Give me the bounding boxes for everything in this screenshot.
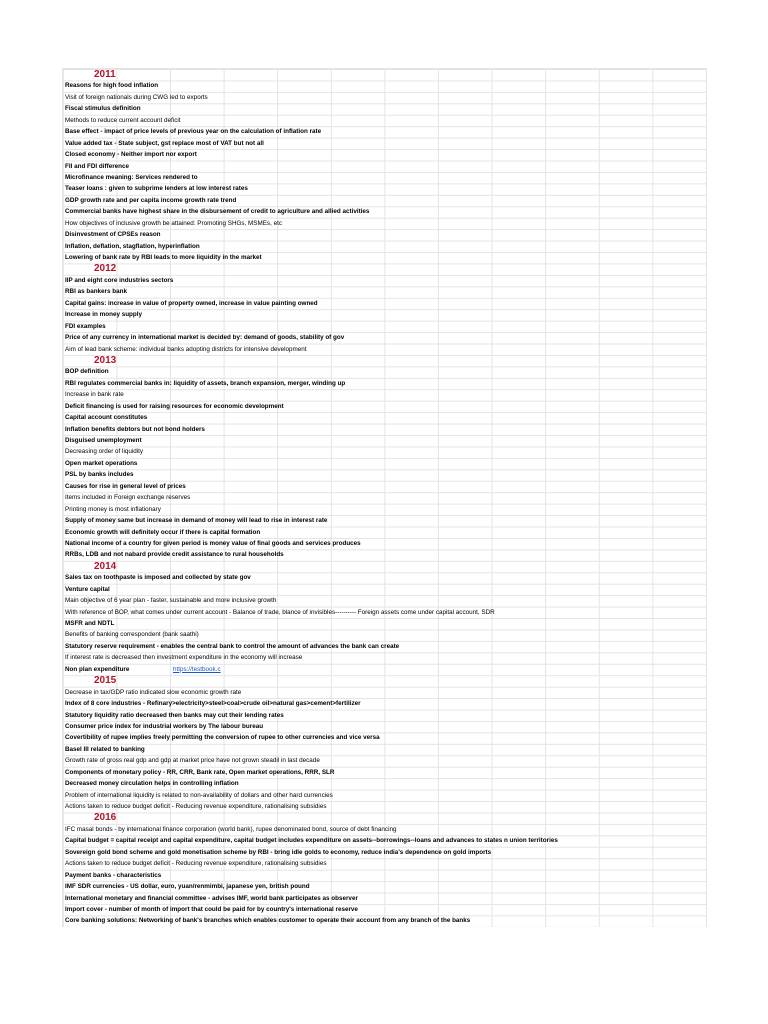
cell-text: Capital gains: increase in value of property owned, increase in value painting owned [65, 299, 318, 307]
list-item [63, 183, 706, 194]
list-item [63, 652, 706, 663]
list-item [63, 515, 706, 526]
list-item [63, 698, 706, 709]
list-item [63, 435, 706, 446]
year-heading [63, 355, 706, 366]
cell-text: Actions taken to reduce budget deficit - Reducing revenue expenditure, rationalising subsidies [65, 860, 327, 868]
cell-text: International monetary and financial committee - advises IMF, world bank participates as observer [65, 894, 358, 902]
cell-text: Aim of lead bank scheme: individual banks adopting districts for intensive development [65, 345, 307, 353]
list-item [63, 115, 706, 126]
cell-text: Venture capital [65, 585, 110, 593]
cell-text: Visit of foreign nationals during CWG led to exports [65, 93, 208, 101]
cell-text: Reasons for high food inflation [65, 82, 159, 90]
list-item [63, 904, 706, 915]
cell-text: Inflation, deflation, stagflation, hyperinflation [65, 242, 200, 250]
cell-text: Decrease in tax/GDP ratio indicated slow economic growth rate [65, 688, 242, 696]
cell-text: Capital budget = capital receipt and capital expenditure, capital budget includes expenditure on assets--borrowings--loans and advances to states n union territories [65, 837, 558, 845]
cell-text: 2011 [94, 69, 116, 80]
cell-text: Sales tax on toothpaste is imposed and collected by state gov [65, 574, 251, 582]
list-item [63, 835, 706, 846]
cell-text: Closed economy - Neither import nor export [65, 151, 197, 159]
list-item [63, 778, 706, 789]
cell-text: FDI examples [65, 322, 106, 330]
list-item [63, 252, 706, 263]
list-item [63, 744, 706, 755]
cell-text: 2016 [94, 812, 117, 824]
list-item [63, 424, 706, 435]
cell-text: National income of a country for given period is money value of final goods and services produces [65, 539, 361, 547]
list-item [63, 458, 706, 469]
cell-text: Actions taken to reduce budget deficit - Reducing revenue expenditure, rationalising subsidies [65, 803, 327, 810]
list-item [63, 92, 706, 103]
list-item [63, 687, 706, 698]
list-item [63, 767, 706, 778]
cell-text: Non plan expenditure [65, 665, 130, 673]
list-item [63, 893, 706, 904]
cell-text: Capital account constitutes [65, 414, 148, 422]
cell-text: Components of monetary policy - RR, CRR, Bank rate, Open market operations, RRR, SLR [65, 768, 335, 776]
list-item [63, 366, 706, 377]
cell-text: Price of any currency in international market is decided by: demand of goods, stability of gov [65, 334, 345, 342]
cell-text: Import cover - number of month of import that could be paid for by country's international reserve [65, 905, 358, 913]
cell-text: Basel III related to banking [65, 745, 145, 753]
list-item [63, 824, 706, 835]
cell-text: Inflation benefits debtors but not bond holders [65, 425, 205, 433]
cell-text: With reference of BOP, what comes under current account - Balance of trade, blance of invisibles---------- Foreign assets come under capital account, SDR [65, 608, 495, 616]
cell-text: Covertibility of rupee implies freely permitting the conversion of rupee to other currencies and vice versa [65, 734, 380, 742]
list-item [63, 618, 706, 629]
list-item [63, 309, 706, 320]
year-heading [63, 812, 706, 823]
list-item [63, 755, 706, 766]
list-item [63, 664, 706, 675]
list-item [63, 103, 706, 114]
cell-text: Payment banks - characteristics [65, 871, 162, 879]
cell-text: 2014 [94, 560, 117, 572]
cell-text: IFC masal bonds - by international finance corporation (world bank), rupee denominated bond, source of debt financing [65, 825, 397, 833]
list-item [63, 149, 706, 160]
list-item [63, 80, 706, 91]
list-item [63, 549, 706, 560]
cell-text: GDP growth rate and per capita income growth rate trend [65, 196, 237, 204]
list-item [63, 641, 706, 652]
year-heading [63, 263, 706, 274]
list-item [63, 446, 706, 457]
cell-text: Deficit financing is used for raising resources for economic development [65, 402, 284, 410]
cell-text: Sovereign gold bond scheme and gold monetisation scheme by RBI - bring idle golds to economy, reduce india's dependence on gold imports [65, 848, 492, 856]
cell-text: Value added tax - State subject, gst replace most of VAT but not all [65, 139, 264, 147]
cell-text: RBI regulates commercial banks in: liquidity of assets, branch expansion, merger, winding up [65, 379, 346, 387]
list-item [63, 412, 706, 423]
cell-text: If interest rate is decreased then investment expenditure in the economy will increase [65, 654, 303, 662]
cell-text: 2015 [94, 675, 117, 687]
cell-text: Economic growth will definitely occur if there is capital formation [65, 528, 261, 536]
cell-text: Methods to reduce current account deficit [65, 116, 181, 124]
cell-text: How objectives of inclusive growth be attained: Promoting SHGs, MSMEs, etc [65, 219, 282, 227]
cell-text: BOP definition [65, 368, 109, 376]
list-item [63, 881, 706, 892]
cell-text: Increase in bank rate [65, 391, 124, 399]
year-heading [63, 69, 706, 80]
cell-text: Open market operations [65, 459, 138, 467]
cell-text: Base effect - impact of price levels of previous year on the calculation of inflation rate [65, 128, 322, 136]
cell-text: Supply of money same but increase in demand of money will lead to rise in interest rate [65, 517, 328, 525]
list-item [63, 572, 706, 583]
list-item [63, 629, 706, 640]
cell-text: PSL by banks includes [65, 471, 134, 479]
list-item [63, 378, 706, 389]
cell-text: Decreasing order of liquidity [65, 448, 144, 456]
list-item [63, 161, 706, 172]
list-item [63, 332, 706, 343]
cell-text: Benefits of banking correspondent (bank saathi) [65, 631, 199, 639]
list-item [63, 126, 706, 137]
cell-text: Disguised unemployment [65, 437, 142, 444]
list-item [63, 401, 706, 412]
cell-text: Commercial banks have highest share in the disbursement of credit to agriculture and allied activities [65, 208, 370, 216]
spreadsheet-grid [62, 68, 707, 927]
cell-text: Problem of international liquidity is related to non-availability of dollars and other hard currencies [65, 791, 333, 799]
list-item [63, 847, 706, 858]
list-item [63, 389, 706, 400]
cell-text: Printing money is most inflationary [65, 505, 161, 513]
cell-text: Index of 8 core industries - Refinary>electricity>steel>coal>crude oil>natural gas>cement>fertilizer [65, 700, 361, 708]
list-item [63, 218, 706, 229]
list-item [63, 858, 706, 869]
cell-text: MSFR and NDTL [65, 620, 115, 627]
list-item [63, 492, 706, 503]
list-item [63, 801, 706, 812]
cell-text: Growth rate of gross real gdp and gdp at market price have not grown steadil in last decade [65, 757, 320, 765]
cell-text: IMF SDR currencies - US dollar, euro, yuan/renmimbi, japanese yen, british pound [65, 883, 310, 891]
year-heading [63, 675, 706, 686]
hyperlink[interactable]: https://testbook.c [173, 665, 221, 673]
list-item [63, 229, 706, 240]
list-item [63, 138, 706, 149]
list-item [63, 732, 706, 743]
cell-text: Microfinance meaning: Services rendered to [65, 173, 198, 181]
list-item [63, 469, 706, 480]
year-heading [63, 561, 706, 572]
cell-text: Teaser loans : given to subprime lenders at low interest rates [65, 185, 248, 193]
cell-text: RBI as bankers bank [65, 288, 127, 296]
cell-text: Increase in money supply [65, 311, 142, 319]
cell-text: 2013 [94, 354, 117, 366]
cell-text: Core banking solutions: Networking of bank's branches which enables customer to operate their account from any branch of the banks [65, 917, 471, 925]
list-item [63, 275, 706, 286]
cell-text: IIP and eight core industries sectors [65, 276, 174, 284]
list-item [63, 298, 706, 309]
list-item [63, 915, 706, 926]
list-item [63, 721, 706, 732]
cell-text: Disinvestment of CPSEs reason [65, 231, 161, 239]
list-item [63, 504, 706, 515]
list-item [63, 206, 706, 217]
cell-text: Causes for rise in general level of prices [65, 482, 186, 490]
cell-text: Main objective of 6 year plan - faster, sustainable and more inclusive growth [65, 597, 277, 605]
list-item [63, 584, 706, 595]
cell-text: RRBs, LDB and not nabard provide credit assistance to rural households [65, 551, 284, 559]
cell-text: Statutory reserve requirement - enables the central bank to control the amount of advances the bank can create [65, 642, 400, 650]
cell-text: 2012 [94, 263, 117, 275]
list-item [63, 607, 706, 618]
list-item [63, 172, 706, 183]
list-item [63, 527, 706, 538]
list-item [63, 286, 706, 297]
list-item [63, 344, 706, 355]
list-item [63, 790, 706, 801]
cell-text: Fiscal stimulus definition [65, 105, 141, 113]
list-item [63, 595, 706, 606]
cell-text: Statutory liquidity ratio decreased then banks may cut their lending rates [65, 711, 284, 719]
list-item [63, 241, 706, 252]
list-item [63, 481, 706, 492]
cell-text: Decreased money circulation helps in controlling inflation [65, 780, 239, 788]
cell-text: Consumer price index for industrial workers by The labour bureau [65, 722, 264, 730]
cell-text: Lowering of bank rate by RBI leads to more liquidity in the market [65, 254, 262, 261]
cell-text: FII and FDI difference [65, 162, 130, 170]
list-item [63, 538, 706, 549]
list-item [63, 870, 706, 881]
list-item [63, 710, 706, 721]
list-item [63, 195, 706, 206]
cell-text: Items included in Foreign exchange reserves [65, 494, 191, 502]
list-item [63, 321, 706, 332]
